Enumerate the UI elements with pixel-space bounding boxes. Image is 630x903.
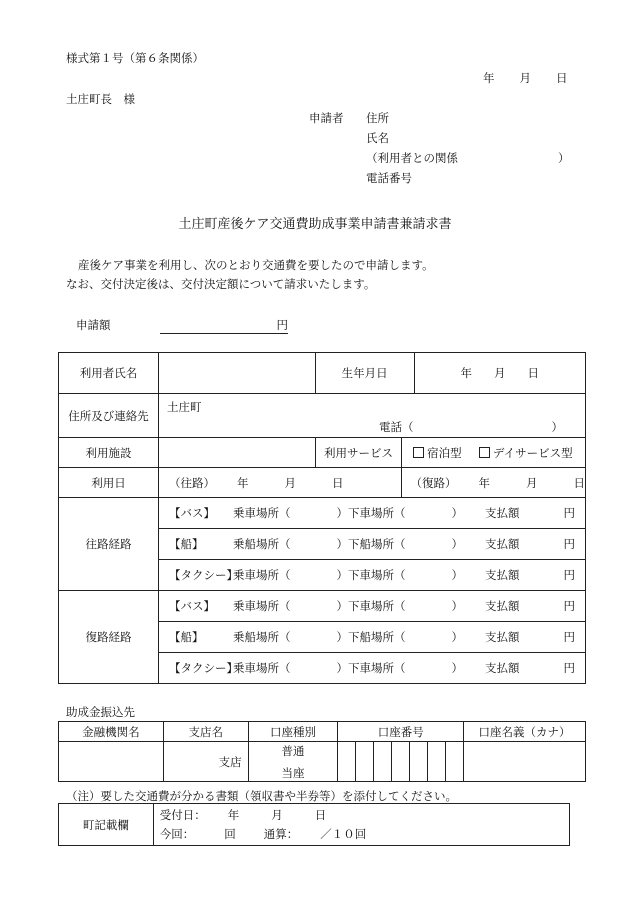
route-row[interactable]: 【タクシー】 乗車場所（ ） 下車場所（ ） 支払額 円 (158, 560, 585, 591)
applicant-label: 申請者 (309, 111, 344, 125)
account-holder-header: 口座名義（カナ） (464, 722, 586, 742)
outbound-date-field[interactable]: （往路） 年 月 日 (158, 468, 401, 498)
bank-name-field[interactable] (59, 742, 164, 782)
received-date: 受付日： 年 月 日 (159, 808, 327, 822)
amount-field[interactable] (160, 317, 288, 334)
applicant-relation: （利用者との関係 ） (366, 151, 570, 165)
return-date-field[interactable]: （復路） 年 月 日 (402, 468, 586, 498)
header-date: 年 月 日 (483, 71, 568, 85)
use-date-label: 利用日 (59, 468, 159, 498)
branch-header: 支店名 (163, 722, 248, 742)
user-name-field[interactable] (158, 353, 315, 394)
applicant-address-label: 住所 (366, 111, 389, 125)
account-digit[interactable] (446, 742, 464, 782)
user-name-label: 利用者氏名 (59, 353, 159, 394)
account-digit[interactable] (356, 742, 374, 782)
usage-count: 今回： 回 通算： ／１０回 (159, 827, 367, 841)
address-prefix: 土庄町 (166, 400, 202, 414)
route-row[interactable]: 【船】 乗船場所（ ） 下船場所（ ） 支払額 円 (158, 622, 585, 653)
service-options (402, 438, 586, 468)
bank-section-title: 助成金振込先 (66, 705, 135, 719)
facility-field[interactable] (158, 438, 315, 468)
account-type-field[interactable] (248, 742, 338, 782)
route-row[interactable]: 【船】 乗船場所（ ） 下船場所（ ） 支払額 円 (158, 529, 585, 560)
bank-table (58, 721, 586, 782)
address-contact-field[interactable] (158, 394, 585, 438)
office-use-label: 町記載欄 (59, 804, 154, 846)
applicant-name-label: 氏名 (366, 131, 389, 145)
route-row[interactable]: 【バス】 乗車場所（ ） 下車場所（ ） 支払額 円 (158, 498, 585, 529)
account-digit[interactable] (338, 742, 356, 782)
office-use-table (58, 803, 570, 846)
account-digit[interactable] (392, 742, 410, 782)
account-type-current[interactable]: 当座 (281, 765, 305, 780)
birth-date-field[interactable]: 年 月 日 (414, 353, 585, 394)
amount-unit: 円 (276, 318, 288, 332)
applicant-phone-label: 電話番号 (366, 171, 412, 185)
bank-name-header: 金融機関名 (59, 722, 164, 742)
account-digit[interactable] (374, 742, 392, 782)
attachment-note: （注）要した交通費が分かる書類（領収書や半券等）を添付してください。 (66, 789, 457, 803)
page-title: 土庄町産後ケア交通費助成事業申請書兼請求書 (178, 217, 452, 232)
branch-field[interactable]: 支店 (163, 742, 248, 782)
intro-line-1: 産後ケア事業を利用し、次のとおり交通費を要したので申請します。 (78, 258, 434, 272)
service-option-day[interactable]: デイサービス型 (479, 446, 573, 460)
account-number-header: 口座番号 (338, 722, 464, 742)
address-contact-label: 住所及び連絡先 (59, 394, 159, 438)
facility-label: 利用施設 (59, 438, 159, 468)
outbound-route-label: 往路経路 (59, 498, 159, 591)
addressee: 土庄町長 様 (66, 92, 135, 106)
account-digit[interactable] (428, 742, 446, 782)
return-route-label: 復路経路 (59, 591, 159, 684)
application-table (58, 352, 586, 684)
service-option-stay[interactable]: 宿泊型 (413, 446, 462, 460)
birth-date-label: 生年月日 (315, 353, 414, 394)
phone-field: 電話（ ） (378, 420, 563, 434)
account-holder-field[interactable] (464, 742, 586, 782)
account-type-ordinary[interactable]: 普通 (281, 743, 305, 758)
amount-label: 申請額 (76, 318, 111, 332)
form-number: 様式第１号（第６条関係） (66, 51, 204, 65)
route-row[interactable]: 【バス】 乗車場所（ ） 下車場所（ ） 支払額 円 (158, 591, 585, 622)
service-label: 利用サービス (315, 438, 402, 468)
checkbox[interactable] (479, 447, 490, 458)
checkbox[interactable] (413, 447, 424, 458)
account-type-header: 口座種別 (248, 722, 338, 742)
account-digit[interactable] (410, 742, 428, 782)
route-row[interactable]: 【タクシー】 乗車場所（ ） 下車場所（ ） 支払額 円 (158, 653, 585, 684)
office-use-field[interactable] (153, 804, 569, 846)
intro-line-2: なお、交付決定後は、交付決定額について請求いたします。 (66, 277, 376, 291)
